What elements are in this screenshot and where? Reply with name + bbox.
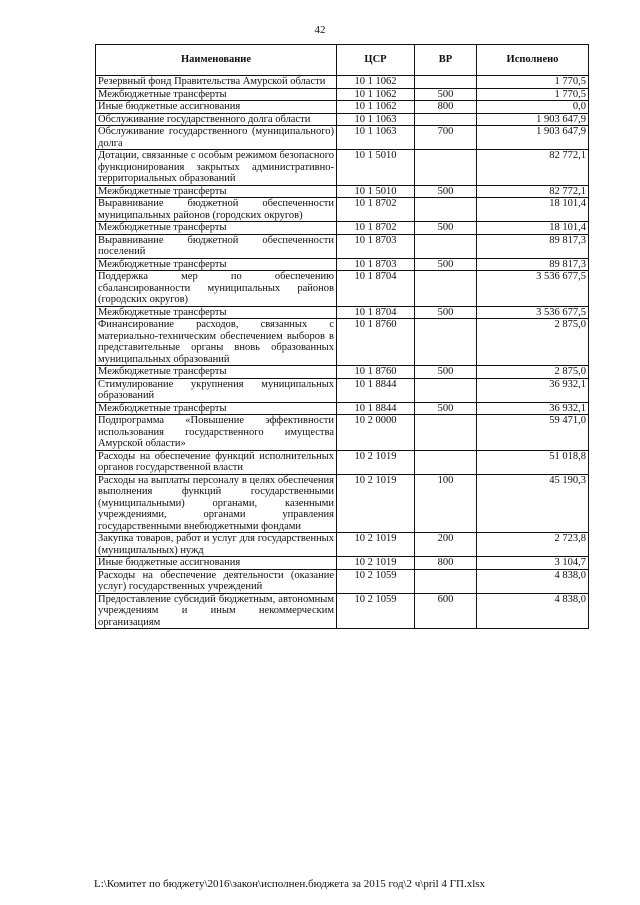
vr-cell [415, 271, 477, 307]
executed-cell: 36 932,1 [477, 402, 589, 415]
executed-cell: 4 838,0 [477, 593, 589, 629]
table-row [96, 198, 589, 222]
csr-cell: 10 1 1062 [337, 101, 415, 114]
table-header [96, 45, 589, 76]
csr-cell: 10 1 8844 [337, 378, 415, 402]
table-row [96, 271, 589, 307]
vr-cell [415, 234, 477, 258]
table-row [96, 319, 589, 366]
executed-cell: 1 770,5 [477, 76, 589, 89]
table-row [96, 185, 589, 198]
vr-cell [415, 450, 477, 474]
table-row [96, 366, 589, 379]
executed-cell: 51 018,8 [477, 450, 589, 474]
name-cell: Финансирование расходов, связанных с материально-техническим обеспечением выборов в представительные органы вновь образованных муниципальных образований [96, 319, 337, 366]
csr-cell: 10 1 1062 [337, 88, 415, 101]
csr-cell: 10 1 5010 [337, 150, 415, 186]
table-row [96, 450, 589, 474]
name-cell: Закупка товаров, работ и услуг для государственных (муниципальных) нужд [96, 533, 337, 557]
executed-cell: 4 838,0 [477, 569, 589, 593]
executed-cell: 0,0 [477, 101, 589, 114]
csr-cell: 10 1 8704 [337, 306, 415, 319]
column-header-vr: ВР [415, 45, 477, 76]
name-cell: Межбюджетные трансферты [96, 306, 337, 319]
executed-cell: 82 772,1 [477, 185, 589, 198]
table-row [96, 474, 589, 533]
executed-cell: 18 101,4 [477, 198, 589, 222]
csr-cell: 10 2 1019 [337, 533, 415, 557]
executed-cell: 3 536 677,5 [477, 306, 589, 319]
csr-cell: 10 1 8704 [337, 271, 415, 307]
csr-cell: 10 2 1059 [337, 569, 415, 593]
vr-cell: 500 [415, 402, 477, 415]
csr-cell: 10 1 1063 [337, 113, 415, 126]
executed-cell: 2 723,8 [477, 533, 589, 557]
executed-cell: 36 932,1 [477, 378, 589, 402]
table-row [96, 101, 589, 114]
vr-cell: 500 [415, 88, 477, 101]
csr-cell: 10 1 8760 [337, 319, 415, 366]
executed-cell: 1 903 647,9 [477, 126, 589, 150]
vr-cell: 800 [415, 557, 477, 570]
vr-cell: 200 [415, 533, 477, 557]
table-row [96, 126, 589, 150]
vr-cell [415, 150, 477, 186]
csr-cell: 10 1 8844 [337, 402, 415, 415]
executed-cell: 2 875,0 [477, 319, 589, 366]
name-cell: Иные бюджетные ассигнования [96, 557, 337, 570]
table-row [96, 76, 589, 89]
column-header-csr: ЦСР [337, 45, 415, 76]
vr-cell: 800 [415, 101, 477, 114]
executed-cell: 1 770,5 [477, 88, 589, 101]
executed-cell: 82 772,1 [477, 150, 589, 186]
executed-cell: 3 104,7 [477, 557, 589, 570]
vr-cell: 500 [415, 366, 477, 379]
csr-cell: 10 1 8760 [337, 366, 415, 379]
name-cell: Выравнивание бюджетной обеспеченности поселений [96, 234, 337, 258]
budget-table [95, 44, 589, 629]
vr-cell [415, 378, 477, 402]
csr-cell: 10 2 1019 [337, 474, 415, 533]
table-row [96, 569, 589, 593]
name-cell: Предоставление субсидий бюджетным, автономным учреждениям и иным некоммерческим организациям [96, 593, 337, 629]
table-row [96, 533, 589, 557]
csr-cell: 10 1 8703 [337, 234, 415, 258]
column-header-executed: Исполнено [477, 45, 589, 76]
executed-cell: 1 903 647,9 [477, 113, 589, 126]
vr-cell [415, 113, 477, 126]
vr-cell: 500 [415, 306, 477, 319]
name-cell: Обслуживание государственного долга области [96, 113, 337, 126]
csr-cell: 10 1 8702 [337, 222, 415, 235]
column-header-name: Наименование [96, 45, 337, 76]
name-cell: Расходы на обеспечение деятельности (оказание услуг) государственных учреждений [96, 569, 337, 593]
header-row [96, 45, 589, 76]
footer-file-path: L:\Комитет по бюджету\2016\закон\исполнен.бюджета за 2015 год\2 ч\pril 4 ГП.xlsx [94, 878, 486, 890]
table-row [96, 88, 589, 101]
table-row [96, 234, 589, 258]
table-row [96, 415, 589, 451]
name-cell: Расходы на обеспечение функций исполнительных органов государственной власти [96, 450, 337, 474]
executed-cell: 3 536 677,5 [477, 271, 589, 307]
vr-cell [415, 319, 477, 366]
table-row [96, 306, 589, 319]
table-body [96, 76, 589, 629]
name-cell: Резервный фонд Правительства Амурской области [96, 76, 337, 89]
table-row [96, 557, 589, 570]
vr-cell: 700 [415, 126, 477, 150]
executed-cell: 45 190,3 [477, 474, 589, 533]
name-cell: Межбюджетные трансферты [96, 222, 337, 235]
executed-cell: 89 817,3 [477, 258, 589, 271]
vr-cell: 500 [415, 185, 477, 198]
page-number: 42 [314, 24, 326, 36]
name-cell: Поддержка мер по обеспечению сбалансированности муниципальных районов (городских округов) [96, 271, 337, 307]
name-cell: Подпрограмма «Повышение эффективности использования государственного имущества Амурской области» [96, 415, 337, 451]
csr-cell: 10 1 1063 [337, 126, 415, 150]
vr-cell: 500 [415, 258, 477, 271]
table-row [96, 593, 589, 629]
csr-cell: 10 2 0000 [337, 415, 415, 451]
vr-cell [415, 198, 477, 222]
name-cell: Межбюджетные трансферты [96, 366, 337, 379]
vr-cell: 600 [415, 593, 477, 629]
vr-cell: 100 [415, 474, 477, 533]
executed-cell: 2 875,0 [477, 366, 589, 379]
csr-cell: 10 2 1019 [337, 557, 415, 570]
name-cell: Выравнивание бюджетной обеспеченности муниципальных районов (городских округов) [96, 198, 337, 222]
vr-cell [415, 76, 477, 89]
executed-cell: 59 471,0 [477, 415, 589, 451]
name-cell: Межбюджетные трансферты [96, 185, 337, 198]
csr-cell: 10 1 8702 [337, 198, 415, 222]
csr-cell: 10 1 5010 [337, 185, 415, 198]
vr-cell: 500 [415, 222, 477, 235]
table-row [96, 378, 589, 402]
vr-cell [415, 415, 477, 451]
name-cell: Дотации, связанные с особым режимом безопасного функционирования закрытых административно-территориальных образований [96, 150, 337, 186]
csr-cell: 10 1 1062 [337, 76, 415, 89]
csr-cell: 10 1 8703 [337, 258, 415, 271]
name-cell: Обслуживание государственного (муниципального) долга [96, 126, 337, 150]
executed-cell: 18 101,4 [477, 222, 589, 235]
name-cell: Межбюджетные трансферты [96, 402, 337, 415]
table-row [96, 258, 589, 271]
csr-cell: 10 2 1059 [337, 593, 415, 629]
name-cell: Межбюджетные трансферты [96, 88, 337, 101]
vr-cell [415, 569, 477, 593]
name-cell: Межбюджетные трансферты [96, 258, 337, 271]
name-cell: Стимулирование укрупнения муниципальных образований [96, 378, 337, 402]
executed-cell: 89 817,3 [477, 234, 589, 258]
table-row [96, 402, 589, 415]
name-cell: Расходы на выплаты персоналу в целях обеспечения выполнения функций государственными (муниципальными) органами, казенными учреждениями, органами управления государственными внебюджетными фондами [96, 474, 337, 533]
name-cell: Иные бюджетные ассигнования [96, 101, 337, 114]
csr-cell: 10 2 1019 [337, 450, 415, 474]
table-row [96, 222, 589, 235]
table-row [96, 150, 589, 186]
table-row [96, 113, 589, 126]
